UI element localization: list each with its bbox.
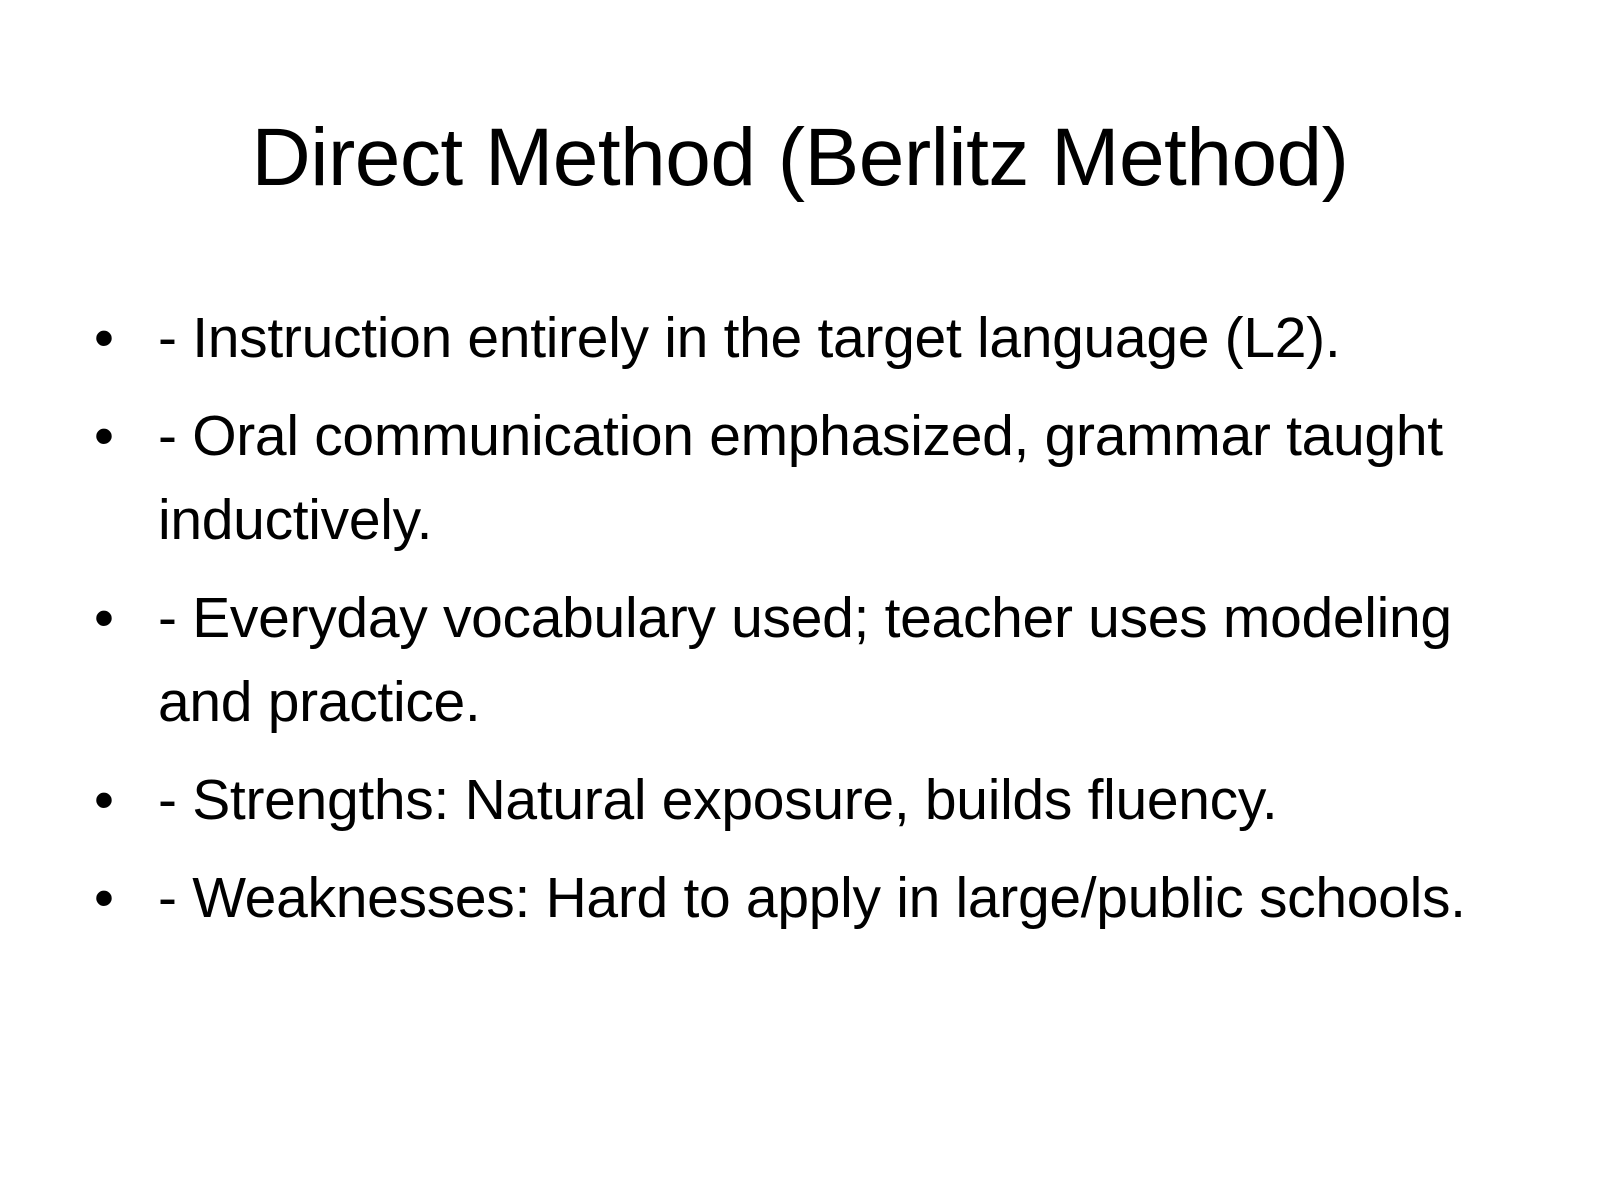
bullet-dot-icon: • xyxy=(94,404,114,468)
bullet-text: - Instruction entirely in the target language (L2). xyxy=(158,306,1341,370)
bullet-item-1 xyxy=(94,296,1554,380)
bullet-dot-icon: • xyxy=(94,768,114,832)
bullet-text: - Oral communication emphasized, grammar taught inductively. xyxy=(158,404,1443,552)
bullet-text: - Everyday vocabulary used; teacher uses modeling and practice. xyxy=(158,586,1452,734)
bullet-item-2 xyxy=(94,394,1554,562)
bullet-text: - Weaknesses: Hard to apply in large/public schools. xyxy=(158,866,1466,930)
bullet-dot-icon: • xyxy=(94,866,114,930)
bullet-item-4 xyxy=(94,758,1554,842)
bullet-list xyxy=(94,296,1554,954)
bullet-dot-icon: • xyxy=(94,586,114,650)
bullet-dot-icon: • xyxy=(94,306,114,370)
bullet-text: - Strengths: Natural exposure, builds fluency. xyxy=(158,768,1278,832)
bullet-item-5 xyxy=(94,856,1554,940)
slide-title: Direct Method (Berlitz Method) xyxy=(251,112,1349,203)
bullet-item-3 xyxy=(94,576,1554,744)
